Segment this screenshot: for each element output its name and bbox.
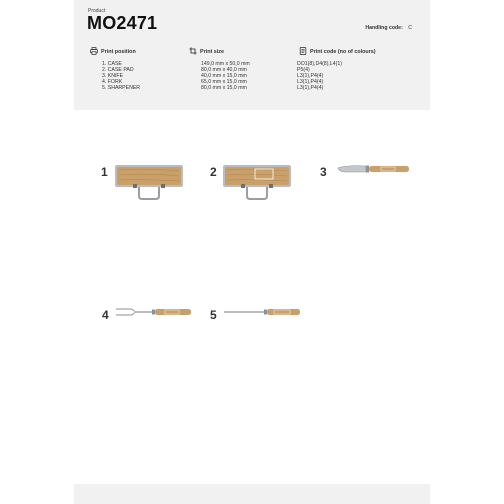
print-code-line: P5(4) — [297, 67, 310, 74]
print-position-column — [90, 47, 140, 91]
printer-icon — [90, 47, 98, 57]
print-code-heading-text: Print code (no of colours) — [310, 49, 376, 55]
document-icon — [299, 47, 307, 57]
print-position-line: 1. CASE — [102, 61, 122, 67]
case-image — [113, 160, 185, 202]
print-code-line: L3(1),P4(4) — [297, 73, 324, 80]
print-position-heading-text: Print position — [101, 49, 136, 55]
print-position-line: 5. SHARPENER — [102, 85, 141, 92]
print-size-line: 80,0 mm x 40,0 mm — [201, 67, 247, 74]
print-size-line: 80,0 mm x 15,0 mm — [201, 85, 247, 92]
print-size-heading-text: Print size — [200, 49, 224, 55]
crop-icon — [189, 47, 197, 57]
item-number: 5 — [210, 308, 217, 322]
print-position-heading — [90, 47, 140, 57]
product-code: MO2471 — [87, 13, 158, 33]
print-position-line: 2. CASE PAD — [102, 67, 134, 74]
print-size-line: 40,0 mm x 15,0 mm — [201, 73, 247, 80]
print-code-line: L3(1),P4(4) — [297, 79, 324, 86]
product-label: Product — [88, 8, 106, 14]
item-number: 2 — [210, 165, 217, 179]
print-position-line: 4. FORK — [102, 79, 123, 86]
handling-code-label: Handling code: — [365, 25, 403, 31]
case-pad-image — [221, 160, 293, 202]
print-code-heading — [299, 47, 376, 57]
print-position-line: 3. KNIFE — [102, 73, 124, 80]
fork-image — [114, 305, 194, 321]
handling-code — [365, 25, 412, 31]
print-code-column — [299, 47, 376, 91]
header-panel — [74, 0, 430, 110]
print-code-line: L3(1),P4(4) — [297, 85, 324, 92]
item-number: 4 — [102, 308, 109, 322]
print-size-line: 149,0 mm x 50,0 mm — [201, 61, 250, 67]
product-sheet — [74, 0, 430, 504]
print-size-line: 65,0 mm x 15,0 mm — [201, 79, 247, 86]
item-number: 1 — [101, 165, 108, 179]
print-size-column — [189, 47, 250, 91]
sharpener-image — [222, 305, 302, 321]
knife-image — [336, 162, 412, 178]
footer-band — [74, 484, 430, 504]
handling-code-value: C — [408, 25, 412, 31]
item-number: 3 — [320, 165, 327, 179]
print-code-line: DO1(8),D4(8),L4(1) — [297, 61, 342, 67]
print-size-heading — [189, 47, 250, 57]
